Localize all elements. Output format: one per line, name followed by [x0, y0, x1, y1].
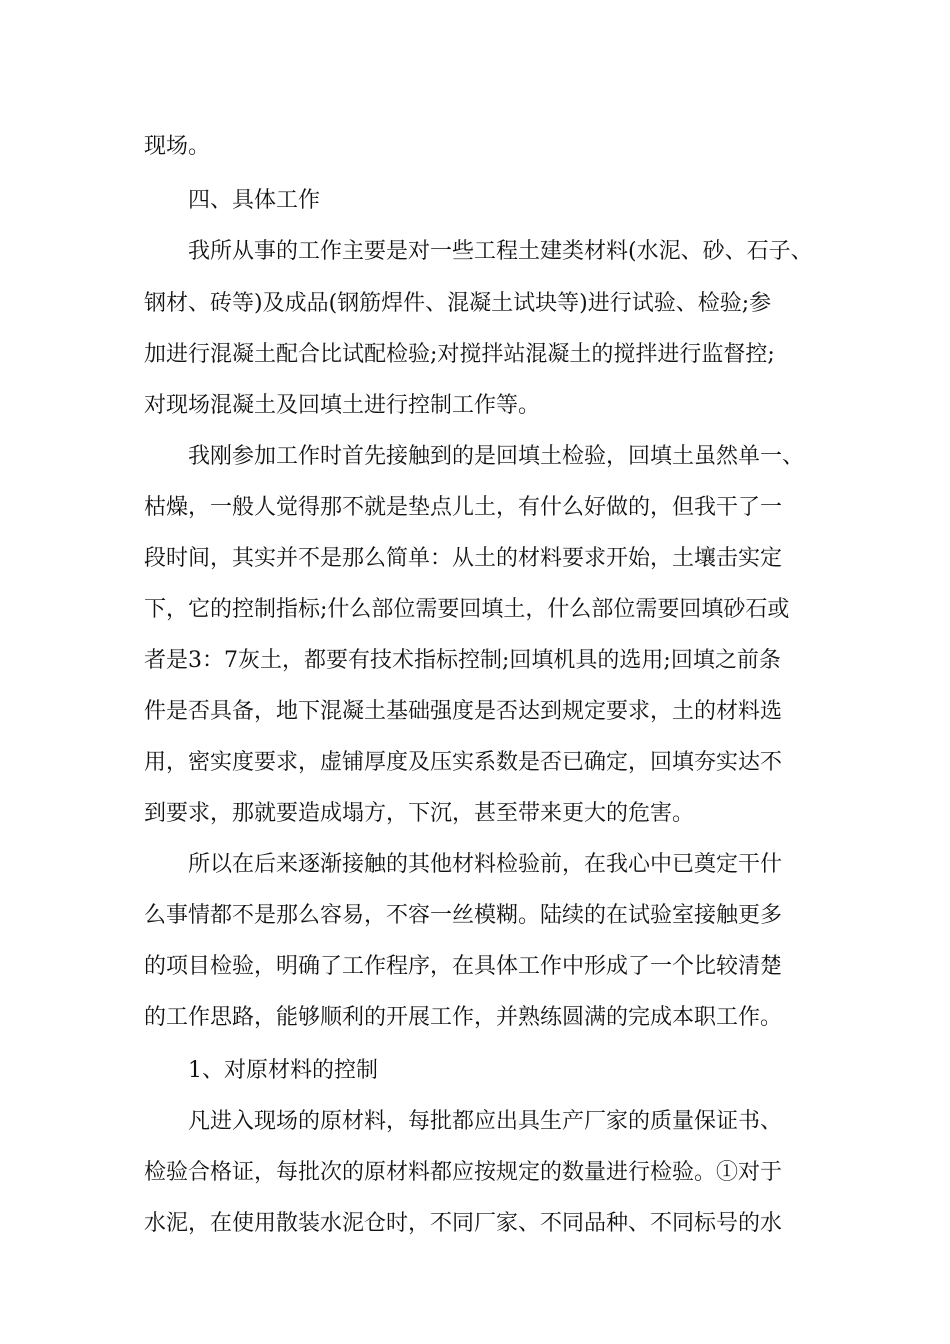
text-line-17: 的项目检验，明确了工作程序，在具体工作中形成了一个比较清楚 — [144, 954, 783, 979]
text-line-10: 下，它的控制指标;什么部位需要回填土，什么部位需要回填砂石或 — [144, 597, 790, 622]
text-line-20: 凡进入现场的原材料，每批都应出具生产厂家的质量保证书、 — [188, 1109, 783, 1134]
text-line-14: 到要求，那就要造成塌方，下沉，甚至带来更大的危害。 — [144, 801, 695, 826]
section-heading-4: 四、具体工作 — [188, 188, 321, 213]
text-line-18: 的工作思路，能够顺利的开展工作，并熟练圆满的完成本职工作。 — [144, 1005, 783, 1030]
text-line-3: 我所从事的工作主要是对一些工程土建类材料(水泥、砂、石子、 — [188, 239, 813, 264]
text-line-1: 现场。 — [144, 134, 211, 159]
text-line-7: 我刚参加工作时首先接触到的是回填土检验，回填土虽然单一、 — [188, 444, 805, 469]
text-line-11: 者是3：7灰土，都要有技术指标控制;回填机具的选用;回填之前条 — [144, 648, 781, 673]
text-line-13: 用，密实度要求，虚铺厚度及压实系数是否已确定，回填夯实达不 — [144, 750, 783, 775]
text-line-8: 枯燥，一般人觉得那不就是垫点儿土，有什么好做的，但我干了一 — [144, 495, 783, 520]
text-line-5: 加进行混凝土配合比试配检验;对搅拌站混凝土的搅拌进行监督控; — [144, 342, 775, 367]
text-line-12: 件是否具备，地下混凝土基础强度是否达到规定要求，土的材料选 — [144, 699, 783, 724]
text-line-16: 么事情都不是那么容易，不容一丝模糊。陆续的在试验室接触更多 — [144, 903, 783, 928]
text-line-22: 水泥，在使用散装水泥仓时，不同厂家、不同品种、不同标号的水 — [144, 1211, 783, 1236]
subsection-heading-1: 1、对原材料的控制 — [188, 1058, 378, 1083]
text-line-21: 检验合格证，每批次的原材料都应按规定的数量进行检验。①对于 — [144, 1160, 783, 1185]
text-line-4: 钢材、砖等)及成品(钢筋焊件、混凝土试块等)进行试验、检验;参 — [144, 291, 772, 316]
text-line-15: 所以在后来逐渐接触的其他材料检验前，在我心中已奠定干什 — [188, 852, 783, 877]
text-line-9: 段时间，其实并不是那么简单：从土的材料要求开始，土壤击实定 — [144, 546, 783, 571]
text-line-6: 对现场混凝土及回填土进行控制工作等。 — [144, 393, 541, 418]
